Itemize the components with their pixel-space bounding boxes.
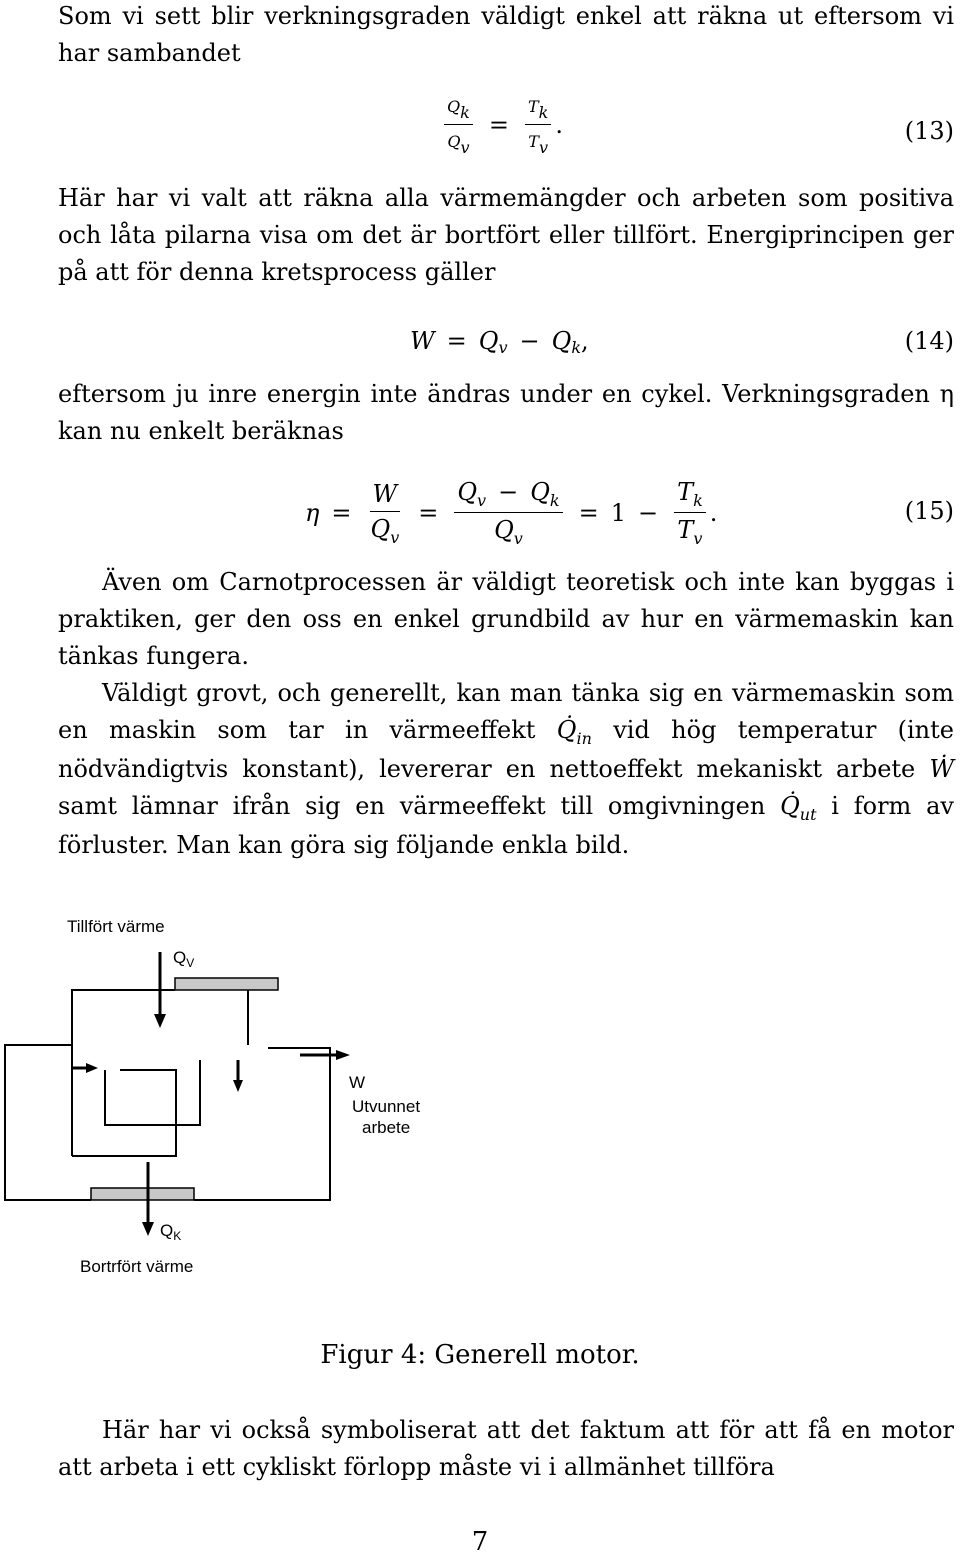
label-supplied-heat: Tillfört värme (67, 917, 165, 936)
flow-arrow-left-head (86, 1063, 98, 1073)
label-w: W (349, 1073, 366, 1092)
paragraph-cyclic: Här har vi också symboliserat att det faktum att för att få en motor att arbeta i ett cykliskt förlopp måste vi i allmänhet tillföra (58, 1416, 954, 1481)
equation-14-number: (14) (904, 327, 954, 355)
qv-arrow-head (154, 1014, 166, 1028)
qk-arrow-head (142, 1222, 154, 1236)
label-qv: $Q_V$ (173, 948, 195, 970)
label-work-line1: Utvunnet (352, 1097, 421, 1116)
outer-right-wall (194, 1048, 330, 1200)
equation-15: η = $\frac{W}{Q_v}$ = $\frac{Q_v - Q_k}{Q_v}$ = 1 − $\frac{T_k}{T_v}$ . (305, 478, 718, 548)
flow-arrow-down-head (233, 1080, 243, 1092)
paragraph-intro: Som vi sett blir verkningsgraden väldigt enkel att räkna ut eftersom vi har sambandet (58, 2, 954, 67)
equation-13: $\frac{Qk}{Qv}$ = $\frac{Tk}{Tv}$ . (440, 92, 563, 157)
equation-15-number: (15) (904, 497, 954, 525)
equation-14: W = Q v − Q k , (410, 327, 589, 357)
label-qk: $Q_K$ (160, 1221, 182, 1243)
paragraph-heat-engine: Väldigt grovt, och generellt, kan man tänka sig en värmemaskin som en maskin som tar in värmeeffekt $Q̇_{in}$ vid hög temperatur (inte nödvändigtvis konstant), levererar en nettoeffekt mekaniskt arbete Ẇ samt lämnar ifrån sig en värmeeffekt till omgivningen $Q̇_{ut}$ i form av förluster. Man kan göra sig följande enkla bild. (58, 679, 954, 859)
paragraph-energy-principle: Här har vi valt att räkna alla värmemängder och arbeten som positiva och låta pilarna visa om det är bortfört eller tillfört. Energiprincipen ger på att för denna kretsprocess gäller (58, 184, 954, 286)
figure-caption: Figur 4: Generell motor. (320, 1340, 640, 1370)
equation-13-number: (13) (904, 117, 954, 145)
heat-engine-figure (0, 900, 960, 1320)
work-arrow-head (336, 1050, 350, 1060)
inner-bottom-loop (72, 1070, 176, 1156)
heat-source-plate (175, 978, 278, 990)
paragraph-carnot: Även om Carnotprocessen är väldigt teoretisk och inte kan byggas i praktiken, ger den oss en enkel grundbild av hur en värmemaskin kan tänkas fungera. (58, 568, 954, 670)
heat-sink-plate (91, 1188, 194, 1200)
label-removed-heat: Bortrfört värme (80, 1257, 194, 1276)
page-number: 7 (471, 1527, 489, 1557)
paragraph-efficiency: eftersom ju inre energin inte ändras under en cykel. Verkningsgraden η kan nu enkelt beräknas (58, 380, 954, 445)
label-work-line2: arbete (362, 1118, 411, 1137)
